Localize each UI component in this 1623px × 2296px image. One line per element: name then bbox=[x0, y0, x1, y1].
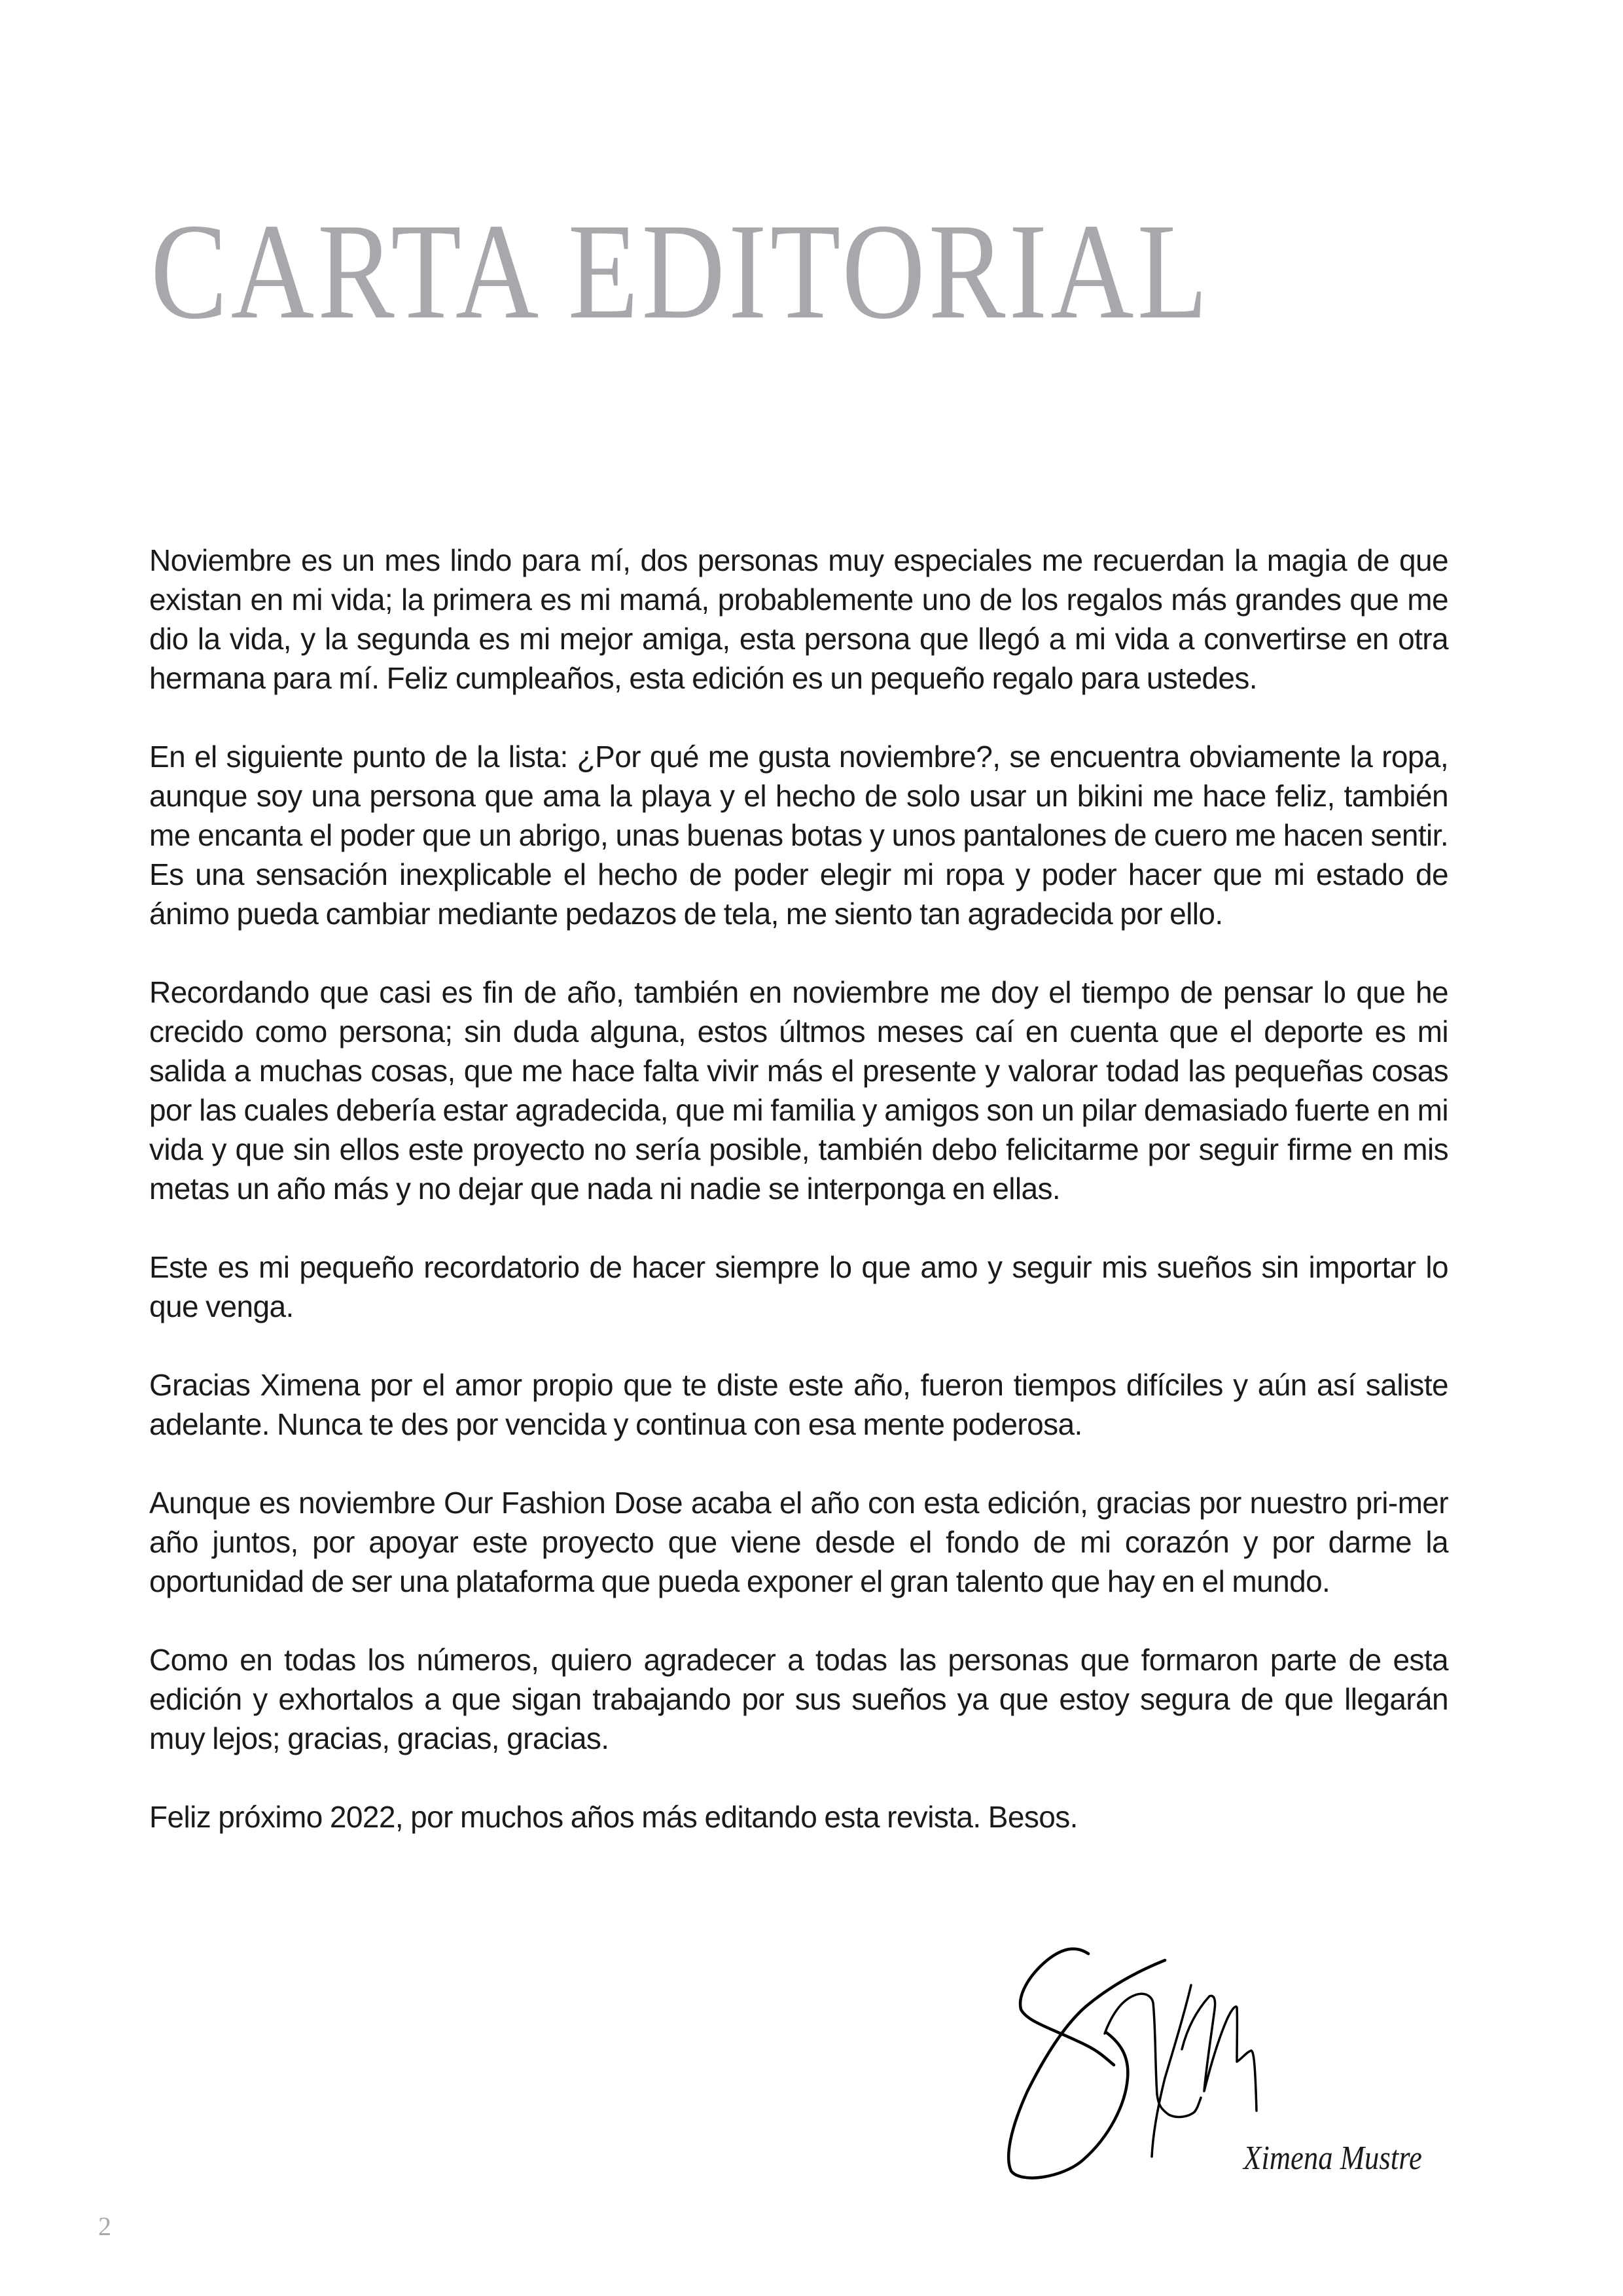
letter-paragraph: En el siguiente punto de la lista: ¿Por qué me gusta noviembre?, se encuentra obviamente la ropa, aunque soy una persona que ama la playa y el hecho de solo usar un bikini me hace feliz, también me encanta el poder que un abrigo, unas buenas botas y unos pantalones de cuero me hacen sentir. Es una sensación inexplicable el hecho de poder elegir mi ropa y poder hacer que mi estado de ánimo pueda cambiar mediante pedazos de tela, me siento tan agradecida por ello. bbox=[149, 740, 1448, 931]
letter-paragraph: Este es mi pequeño recordatorio de hacer siempre lo que amo y seguir mis sueños sin importar lo que venga. bbox=[149, 1250, 1448, 1323]
page-number: 2 bbox=[98, 2212, 111, 2241]
letter-paragraph: Aunque es noviembre Our Fashion Dose acaba el año con esta edición, gracias por nuestro pri-mer año juntos, por apoyar este proyecto que viene desde el fondo de mi corazón y por darme la oportunidad de ser una plataforma que pueda exponer el gran talento que hay en el mundo. bbox=[149, 1486, 1448, 1598]
signer-name: Ximena Mustre bbox=[1243, 2140, 1422, 2177]
letter-paragraph: Feliz próximo 2022, por muchos años más editando esta revista. Besos. bbox=[149, 1800, 1078, 1834]
page-title: CARTA EDITORIAL bbox=[151, 196, 1211, 348]
letter-paragraph: Como en todas los números, quiero agradecer a todas las personas que formaron parte de esta edición y exhortalos a que sigan trabajando por sus sueños ya que estoy segura de que llegarán muy lejos; gracias, gracias, gracias. bbox=[149, 1643, 1448, 1755]
letter-paragraph: Recordando que casi es fin de año, también en noviembre me doy el tiempo de pensar lo que he crecido como persona; sin duda alguna, estos últmos meses caí en cuenta que el deporte es mi salida a muchas cosas, que me hace falta vivir más el presente y valorar todad las pequeñas cosas por las cuales debería estar agradecida, que mi familia y amigos son un pilar demasiado fuerte en mi vida y que sin ellos este proyecto no sería posible, también debo felicitarme por seguir firme en mis metas un año más y no dejar que nada ni nadie se interponga en ellas. bbox=[149, 975, 1448, 1206]
editorial-letter-body bbox=[149, 541, 1448, 1876]
letter-paragraph: Noviembre es un mes lindo para mí, dos personas muy especiales me recuerdan la magia de que existan en mi vida; la primera es mi mamá, probablemente uno de los regalos más grandes que me dio la vida, y la segunda es mi mejor amiga, esta persona que llegó a mi vida a convertirse en otra hermana para mí. Feliz cumpleaños, esta edición es un pequeño regalo para ustedes. bbox=[149, 543, 1448, 695]
letter-paragraph: Gracias Ximena por el amor propio que te diste este año, fueron tiempos difíciles y aún así saliste adelante. Nunca te des por vencida y continua con esa mente poderosa. bbox=[149, 1368, 1448, 1441]
